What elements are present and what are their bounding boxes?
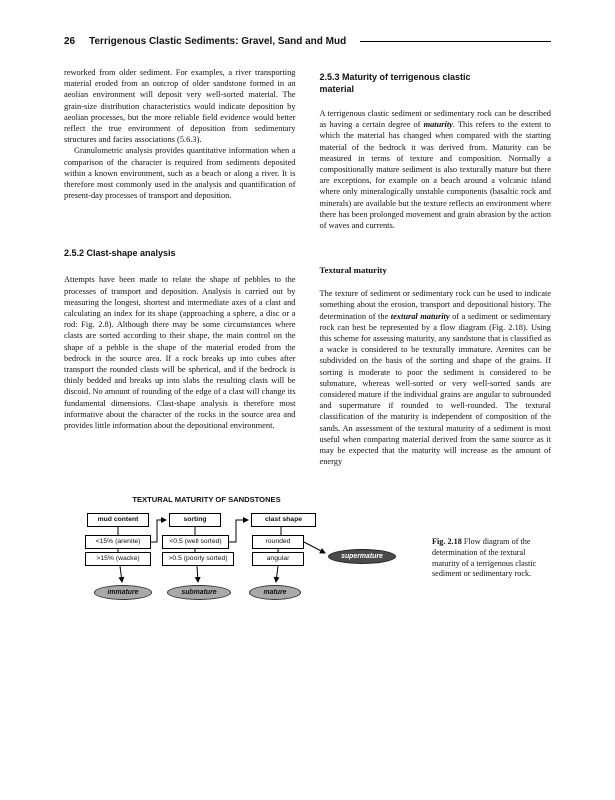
terminal-submature: submature [167,585,231,600]
terminal-immature: immature [94,585,152,600]
diagram-title: TEXTURAL MATURITY OF SANDSTONES [132,495,281,505]
paragraph-granulometric: Granulometric analysis provides quantitative information when a comparison of the character is required from sediments deposited within a known environment, such as a beach or along a river. It is therefore most commonly used in the analysis and quantification of present-day processes of transport and deposition. [64,146,296,201]
text-segment: of a sediment or sedimentary rock can best be represented by a flow diagram (Fig. 2.18). Using this scheme for assessing maturity, any sandstone that is classified as a wacke is considered to be texturally immature. Arenites can be subdivided on the basis of the sorting and shape of the grains. If sorting is moderate to poor the sediment is considered to be submature, whereas well-sorted or very well-sorted sands are considered mature if the individual grains are angular to subrounded and supermature if rounded to well-rounded. The textural classification of the maturity is independent of composition of the sands. An assessment of the textural maturity of a sediment is most useful when comparing material derived from the same source as it may be expected that the maturity will increase as the amount of energy [319,311,551,467]
box-arenite: <15% (arenite) [85,535,151,549]
running-title: Terrigenous Clastic Sediments: Gravel, Sand and Mud [89,36,347,47]
emphasis-textural-maturity: textural maturity [390,311,450,321]
terminal-supermature: supermature [328,549,396,564]
paragraph-textural-maturity [320,288,552,467]
flow-diagram [84,495,416,611]
section-heading-2-5-3: 2.5.3 Maturity of terrigenous clastic material [319,72,471,94]
arrow-wacke-to-immature [120,566,122,582]
text-segment: . This refers to the extent to which the material has changed when compared with the starting material of the bedrock it was derived from. Maturity can be measured in terms of texture and composition. Normally a compositionally mature sediment is also texturally mature but there are exceptions, for example on a beach around a volcanic island where only mineralogically unstable components (basaltic rock and minerals) are available but the texture reflects an environment where there has been prolonged movement and grain abrasion by the action of waves and currents. [319,120,551,231]
figure-caption-text: Flow diagram of the determination of the textural maturity of a terrigenous clastic sediment or sedimentary rock. [432,537,537,579]
paragraph-maturity [320,108,552,231]
textural-maturity-heading: Textural maturity [319,265,387,276]
arrow-rounded-to-supermature [304,542,325,553]
arrow-poorly-to-submature [197,566,198,582]
emphasis-maturity: maturity [423,120,453,130]
paragraph-clast-shape: Attempts have been made to relate the shape of pebbles to the processes of transport and deposition. Analysis is carried out by measuring the longest, shortest and intermediate axes of a clast and calculating an index for its shape (approaching a sphere, a disc or a rod: Fig. 2.8). Although there may be some circumstances where clasts are sorted according to their shape, the main control on the shape of a pebble is the shape of the material eroded from the bedrock in the source area. If a rock breaks up into cubes after transport the rounded clasts will be spherical, and if the bedrock is thinly bedded and breaks up into slabs the resulting clasts will be discoid. No amount of rounding of the edge of a clast will change its fundamental dimensions. Clast-shape analysis is therefore most informative about the character of the rocks in the source area and provides little information about the depositional environment. [64,275,296,431]
right-column [320,67,552,467]
paragraph-reworked: reworked from older sediment. For examples, a river transporting material eroded from an outcrop of older sandstone formed in an aeolian environment will deposit very well-sorted material. The grain-size distribution characteristics would indicate deposition by aeolian processes, but the more reliable field evidence would better reflect the true environment of deposition from sedimentary structures and facies associations (5.6.3). [64,68,296,145]
figure-caption [432,537,551,611]
page-header [64,36,551,47]
left-column [64,67,296,467]
header-rule [360,41,551,42]
box-mud-content: mud content [87,513,149,527]
arrow-wellsorted-to-clastshape [229,520,248,542]
page-number: 26 [64,36,76,47]
box-angular: angular [252,552,304,566]
arrow-angular-to-mature [276,566,278,582]
box-sorting: sorting [169,513,221,527]
terminal-mature: mature [249,585,301,600]
box-poorly-sorted: >0.5 (poorly sorted) [162,552,234,566]
two-column-text [64,67,551,467]
box-wacke: >15% (wacke) [85,552,151,566]
box-clast-shape: clast shape [251,513,316,527]
text-segment: A terrigenous clastic sediment or sedimentary rock can be described as having a certain degree of [319,109,551,130]
figure-caption-label: Fig. 2.18 [432,537,462,547]
figure-2-18 [64,495,551,611]
section-heading-2-5-2: 2.5.2 Clast-shape analysis [64,248,176,259]
text-segment: The texture of sediment or sedimentary rock can be used to indicate something about the erosion, transport and depositional history. The determination of the [319,289,551,321]
box-rounded: rounded [252,535,304,549]
box-well-sorted: <0.5 (well sorted) [162,535,229,549]
